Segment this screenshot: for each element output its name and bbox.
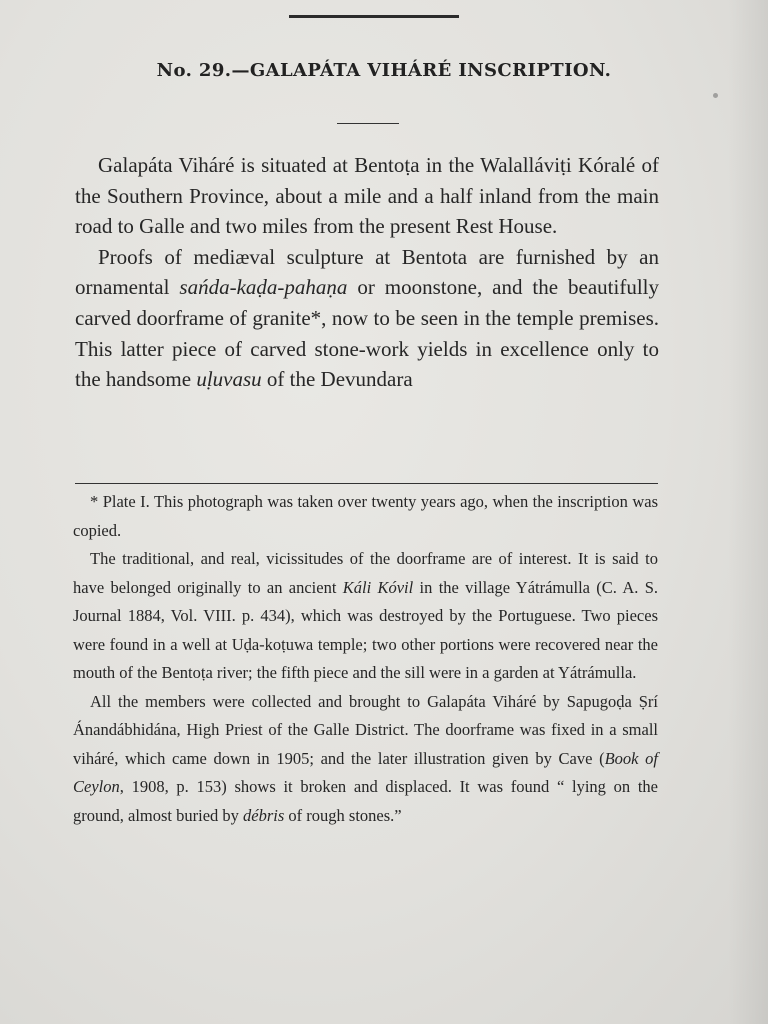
term-book-of-ceylon: Book of Ceylon bbox=[73, 748, 658, 796]
paragraph-location: Galapáta Viháré is situated at Bentoṭa in the Walalláviṭi Kóralé of the Southern Province, about a mile and a half inland from the main road to Galle and two miles from the present Rest House. bbox=[75, 153, 659, 239]
paragraph-sculpture: Proofs of mediæval sculpture at Bentota are furnished by an ornamental sańda-kaḍa-pahaṇa or moonstone, and the beautifully carved doorframe of granite*, now to be seen in the temple premises. This latter piece of carved stone-work yields in excellence only to the handsome uḷuvasu of the Devundara bbox=[75, 244, 659, 392]
top-rule bbox=[289, 15, 459, 18]
footnote-collection: All the members were collected and brought to Galapáta Viháré by Sapugoḍa Ṣrí Ánandábhidána, High Priest of the Galle District. The doorframe was fixed in a small viháré, which came down in 1905; and the later illustration given by Cave (Book of Ceylon, 1908, p. 153) shows it broken and displaced. It was found “ lying on the ground, almost buried by débris of rough stones.” bbox=[73, 691, 658, 825]
footnote-rule bbox=[75, 483, 658, 484]
footnote-plate: * Plate I. This photograph was taken over twenty years ago, when the inscription was copied. bbox=[73, 492, 658, 540]
title-rule bbox=[337, 123, 399, 124]
term-sanda-kada-pahana: sańda-kaḍa-pahaṇa bbox=[179, 275, 348, 300]
footnotes bbox=[73, 488, 658, 830]
main-text bbox=[75, 150, 659, 395]
inscription-title: No. 29.—GALAPÁTA VIHÁRÉ INSCRIPTION. bbox=[156, 60, 612, 81]
term-kali-kovil: Káli Kóvil bbox=[342, 577, 414, 597]
term-debris: débris bbox=[243, 805, 285, 825]
page-edge-shadow bbox=[728, 0, 768, 1024]
term-uluvasu: uḷuvasu bbox=[196, 367, 262, 392]
footnote-vicissitudes: The traditional, and real, vicissitudes of the doorframe are of interest. It is said to have belonged originally to an ancient Káli Kóvil in the village Yátrámulla (C. A. S. Journal 1884, Vol. VIII. p. 434), which was destroyed by the Portuguese. Two pieces were found in a well at Uḍa-koṭuwa temple; two other portions were recovered near the mouth of the Bentoṭa river; the fifth piece and the sill were in a garden at Yátrámulla. bbox=[73, 549, 658, 682]
ink-speck bbox=[713, 93, 718, 98]
